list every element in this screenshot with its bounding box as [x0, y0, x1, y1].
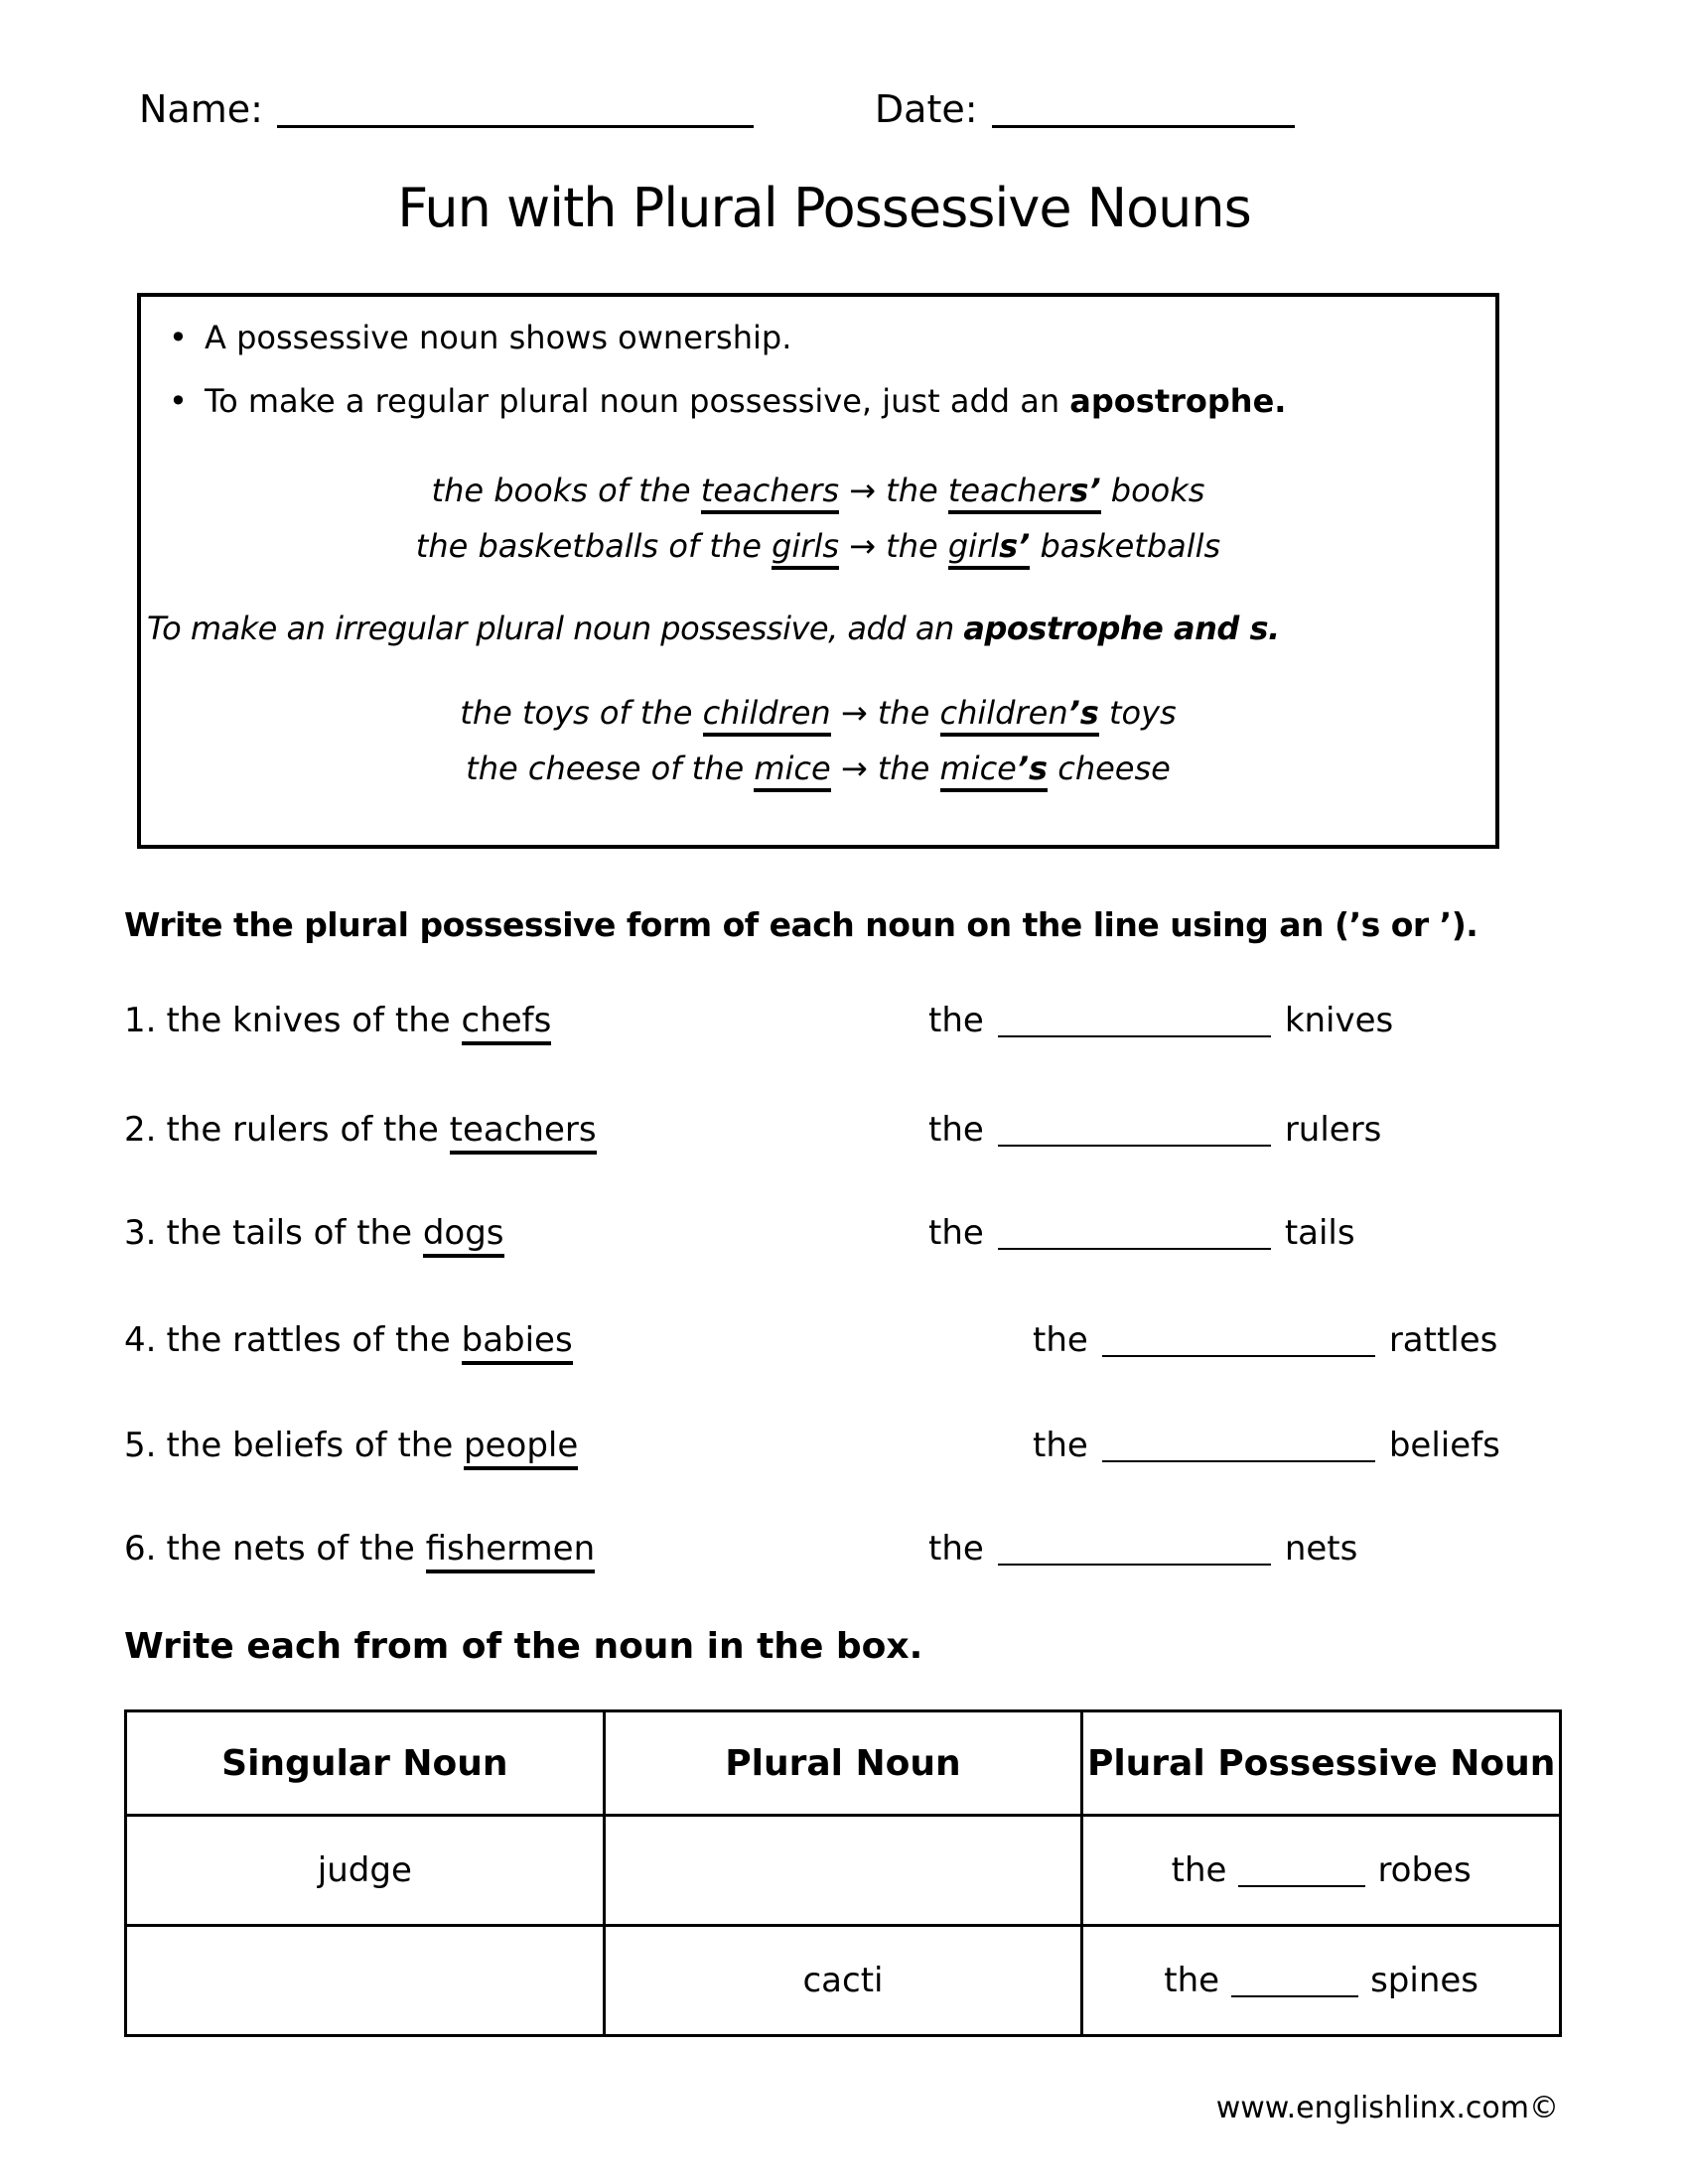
answer-blank-line — [998, 1217, 1271, 1250]
item-answer — [928, 1529, 1357, 1569]
possessive-stem: mice — [939, 749, 1017, 787]
answer-suffix: beliefs — [1388, 1426, 1500, 1465]
example-text: basketballs — [1030, 526, 1221, 565]
underlined-noun: girls — [772, 527, 839, 570]
regular-examples — [141, 463, 1495, 574]
noun-table — [124, 1709, 1562, 2037]
example-text: books — [1100, 471, 1205, 509]
regular-example-1 — [141, 463, 1495, 518]
item-answer — [1033, 1320, 1497, 1360]
rules-box — [137, 293, 1499, 849]
item-row-5 — [124, 1426, 1574, 1465]
answer-prefix: the — [928, 1001, 984, 1040]
rule-bullet-2 — [141, 378, 1495, 424]
item-phrase: the knives of the — [166, 1001, 462, 1040]
answer-blank-line — [998, 1005, 1271, 1037]
item-phrase: the tails of the — [166, 1213, 423, 1253]
arrow-text: → the — [839, 526, 948, 565]
example-text: the toys of the — [460, 693, 703, 732]
possessive-suffix: spines — [1370, 1961, 1479, 2000]
answer-blank-line — [998, 1533, 1271, 1566]
rule-1-text: A possessive noun shows ownership. — [205, 319, 792, 356]
item-noun-underlined: people — [464, 1426, 578, 1470]
underlined-noun: children — [703, 694, 831, 737]
irregular-examples — [141, 685, 1495, 796]
item-number: 5. — [124, 1426, 157, 1465]
answer-prefix: the — [1033, 1426, 1088, 1465]
item-row-1 — [124, 1001, 1574, 1040]
table-blank-line — [1231, 1965, 1358, 1997]
item-answer — [1033, 1426, 1500, 1465]
possessive-stem: girl — [947, 526, 1000, 565]
cell-possessive — [1082, 1926, 1561, 2036]
arrow-text: → the — [830, 693, 940, 732]
example-text: the cheese of the — [466, 749, 755, 787]
item-phrase: the rulers of the — [166, 1110, 450, 1150]
cell-singular-empty — [126, 1926, 605, 2036]
item-number: 4. — [124, 1320, 157, 1360]
answer-blank-line — [998, 1114, 1271, 1147]
item-noun-underlined: teachers — [450, 1110, 597, 1155]
answer-suffix: rulers — [1284, 1110, 1382, 1150]
underlined-possessive — [948, 527, 1030, 570]
answer-blank-line — [1102, 1430, 1375, 1462]
cell-possessive — [1082, 1816, 1561, 1926]
cell-singular: judge — [126, 1816, 605, 1926]
item-phrase: the beliefs of the — [166, 1426, 465, 1465]
date-label: Date: — [874, 87, 978, 131]
possessive-prefix: the — [1171, 1850, 1227, 1890]
underlined-possessive — [948, 472, 1101, 514]
answer-suffix: tails — [1284, 1213, 1355, 1253]
irregular-rule-text: To make an irregular plural noun possessive, add an — [147, 609, 964, 647]
item-phrase: the rattles of the — [166, 1320, 462, 1360]
item-answer — [928, 1001, 1393, 1040]
cell-plural-empty — [604, 1816, 1082, 1926]
possessive-stem: children — [939, 693, 1068, 732]
item-row-4 — [124, 1320, 1574, 1360]
arrow-text: → the — [830, 749, 940, 787]
name-label: Name: — [139, 87, 263, 131]
answer-prefix: the — [928, 1213, 984, 1253]
item-number: 1. — [124, 1001, 157, 1040]
answer-suffix: knives — [1284, 1001, 1394, 1040]
table-row — [126, 1816, 1561, 1926]
possessive-ending: ’s — [1067, 693, 1099, 732]
example-text: the books of the — [431, 471, 701, 509]
irregular-rule-line — [141, 610, 1495, 647]
item-number: 3. — [124, 1213, 157, 1253]
answer-prefix: the — [928, 1110, 984, 1150]
item-number: 6. — [124, 1529, 157, 1569]
irregular-example-1 — [141, 685, 1495, 741]
possessive-prefix: the — [1164, 1961, 1220, 2000]
name-blank-line — [277, 91, 754, 128]
item-noun-underlined: fishermen — [426, 1529, 596, 1573]
answer-blank-line — [1102, 1324, 1375, 1357]
answer-suffix: nets — [1284, 1529, 1358, 1569]
item-noun-underlined: dogs — [423, 1213, 504, 1258]
irregular-rule-bold-text: apostrophe and s. — [963, 609, 1280, 647]
possessive-stem: teacher — [947, 471, 1070, 509]
table-row — [126, 1926, 1561, 2036]
rule-2-text: To make a regular plural noun possessive, just add an — [205, 382, 1070, 421]
cell-plural: cacti — [604, 1926, 1082, 2036]
item-answer — [928, 1213, 1355, 1253]
underlined-possessive — [940, 750, 1049, 792]
rule-bullet-1 — [141, 315, 1495, 360]
exercise1-instructions: Write the plural possessive form of each noun on the line using an (’s or ’). — [124, 905, 1478, 944]
item-row-2 — [124, 1110, 1574, 1150]
possessive-ending: s’ — [999, 526, 1031, 565]
rule-2-bold-text: apostrophe. — [1069, 382, 1287, 421]
table-blank-line — [1238, 1854, 1365, 1887]
date-blank-line — [992, 91, 1295, 128]
answer-prefix: the — [1033, 1320, 1088, 1360]
item-answer — [928, 1110, 1381, 1150]
possessive-ending: s’ — [1069, 471, 1101, 509]
exercise1-items — [124, 993, 1574, 1618]
answer-suffix: rattles — [1388, 1320, 1498, 1360]
header-plural-possessive-noun: Plural Possessive Noun — [1082, 1711, 1561, 1816]
item-number: 2. — [124, 1110, 157, 1150]
arrow-text: → the — [839, 471, 948, 509]
underlined-noun: mice — [754, 750, 830, 792]
underlined-possessive — [940, 694, 1099, 737]
item-noun-underlined: chefs — [462, 1001, 552, 1045]
item-row-6 — [124, 1529, 1574, 1569]
header-plural-noun: Plural Noun — [604, 1711, 1082, 1816]
possessive-suffix: robes — [1377, 1850, 1472, 1890]
example-text: the basketballs of the — [415, 526, 773, 565]
irregular-example-2 — [141, 741, 1495, 796]
name-date-row — [139, 87, 1295, 131]
footer-credit: www.englishlinx.com© — [1215, 2091, 1559, 2125]
example-text: cheese — [1048, 749, 1171, 787]
item-row-3 — [124, 1213, 1574, 1253]
worksheet-title: Fun with Plural Possessive Nouns — [397, 177, 1251, 239]
table-header-row — [126, 1711, 1561, 1816]
header-singular-noun: Singular Noun — [126, 1711, 605, 1816]
regular-example-2 — [141, 518, 1495, 574]
possessive-ending: ’s — [1016, 749, 1049, 787]
answer-prefix: the — [928, 1529, 984, 1569]
item-phrase: the nets of the — [166, 1529, 426, 1569]
item-noun-underlined: babies — [462, 1320, 573, 1365]
example-text: toys — [1098, 693, 1177, 732]
underlined-noun: teachers — [701, 472, 839, 514]
exercise2-instructions: Write each from of the noun in the box. — [124, 1626, 923, 1667]
